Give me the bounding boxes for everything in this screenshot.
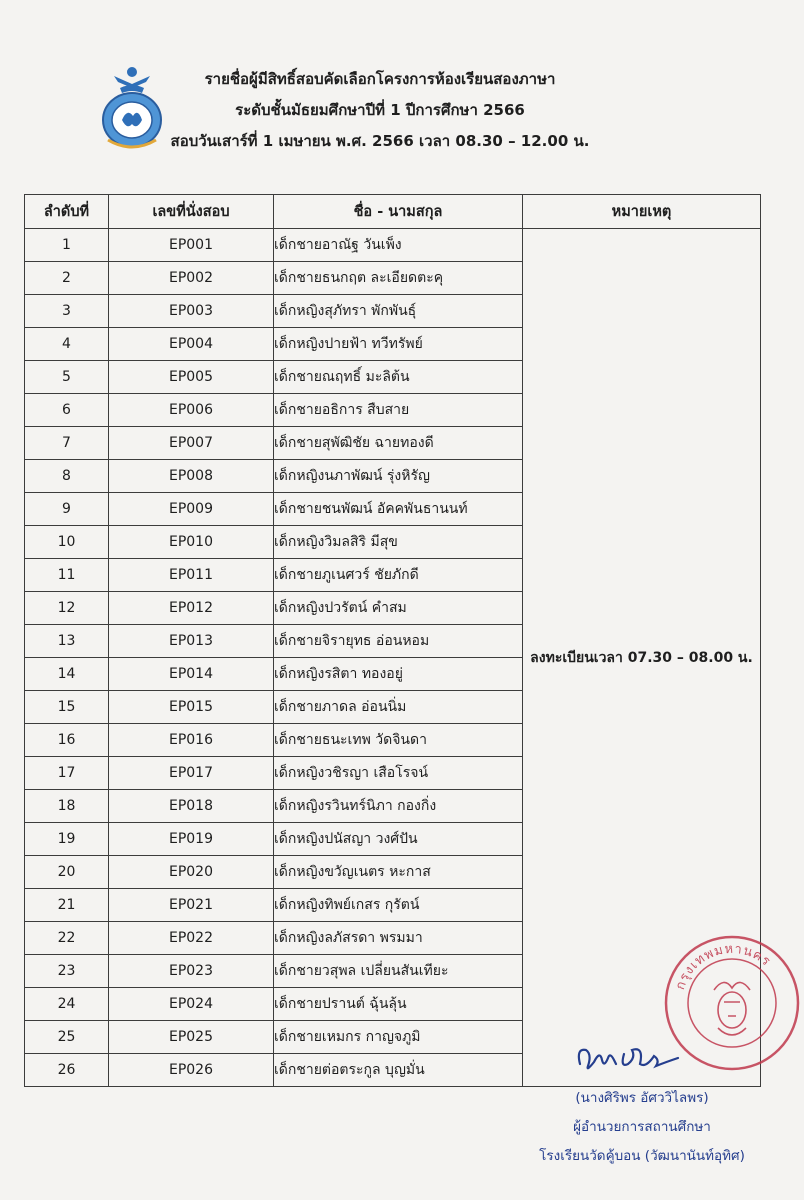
row-number: 19 — [25, 823, 109, 856]
row-number: 20 — [25, 856, 109, 889]
row-number: 2 — [25, 262, 109, 295]
seat-number: EP018 — [109, 790, 274, 823]
row-number: 1 — [25, 229, 109, 262]
seat-number: EP013 — [109, 625, 274, 658]
row-number: 9 — [25, 493, 109, 526]
header-level-year: ระดับชั้นมัธยมศึกษาปีที่ 1 ปีการศึกษา 2566 — [235, 101, 525, 119]
signature-mark — [574, 1038, 684, 1080]
student-name: เด็กชายวสุพล เปลี่ยนสันเทียะ — [274, 955, 523, 988]
student-name: เด็กชายอธิการ สืบสาย — [274, 394, 523, 427]
seat-number: EP024 — [109, 988, 274, 1021]
school-emblem-logo — [100, 62, 164, 152]
row-number: 24 — [25, 988, 109, 1021]
document-header — [160, 64, 600, 157]
table-row — [25, 229, 761, 262]
student-name: เด็กชายธนะเทพ วัดจินดา — [274, 724, 523, 757]
table-header-row — [25, 195, 761, 229]
student-name: เด็กชายชนพัฒน์ อัคคพันธานนท์ — [274, 493, 523, 526]
row-number: 12 — [25, 592, 109, 625]
signer-school: โรงเรียนวัดคู้บอน (วัฒนานันท์อุทิศ) — [539, 1148, 745, 1164]
student-name: เด็กหญิงปนัสญา วงศ์ปัน — [274, 823, 523, 856]
seat-number: EP012 — [109, 592, 274, 625]
col-header-name: ชื่อ - นามสกุล — [274, 195, 523, 229]
header-exam-date: สอบวันเสาร์ที่ 1 เมษายน พ.ศ. 2566 เวลา 08.30 – 12.00 น. — [170, 132, 590, 150]
seat-number: EP014 — [109, 658, 274, 691]
seat-number: EP021 — [109, 889, 274, 922]
student-name: เด็กชายสุพัฒิชัย ฉายทองดี — [274, 427, 523, 460]
row-number: 11 — [25, 559, 109, 592]
student-name: เด็กหญิงรวินทร์นิภา กองกิ่ง — [274, 790, 523, 823]
row-number: 15 — [25, 691, 109, 724]
student-name: เด็กชายปรานต์ ฉุ้นลุ้น — [274, 988, 523, 1021]
row-number: 21 — [25, 889, 109, 922]
seat-number: EP026 — [109, 1054, 274, 1087]
student-name: เด็กชายณฤทธิ์ มะลิต้น — [274, 361, 523, 394]
student-name: เด็กหญิงรสิตา ทองอยู่ — [274, 658, 523, 691]
row-number: 14 — [25, 658, 109, 691]
row-number: 26 — [25, 1054, 109, 1087]
svg-text:กรุงเทพมหานคร — [673, 942, 773, 992]
seat-number: EP019 — [109, 823, 274, 856]
student-name: เด็กหญิงปายฟ้า ทวีทรัพย์ — [274, 328, 523, 361]
student-name: เด็กหญิงวิมลสิริ มีสุข — [274, 526, 523, 559]
seat-number: EP001 — [109, 229, 274, 262]
row-number: 5 — [25, 361, 109, 394]
row-number: 13 — [25, 625, 109, 658]
row-number: 3 — [25, 295, 109, 328]
seat-number: EP011 — [109, 559, 274, 592]
seat-number: EP022 — [109, 922, 274, 955]
signer-name: (นางศิริพร อัศววิไลพร) — [575, 1090, 709, 1106]
seat-number: EP008 — [109, 460, 274, 493]
student-name: เด็กชายภูเนศวร์ ชัยภักดี — [274, 559, 523, 592]
seat-number: EP006 — [109, 394, 274, 427]
student-name: เด็กหญิงนภาพัฒน์ รุ่งหิรัญ — [274, 460, 523, 493]
seat-number: EP003 — [109, 295, 274, 328]
student-name: เด็กหญิงลภัสรดา พรมมา — [274, 922, 523, 955]
seat-number: EP020 — [109, 856, 274, 889]
col-header-order: ลำดับที่ — [25, 195, 109, 229]
seat-number: EP007 — [109, 427, 274, 460]
student-name: เด็กหญิงขวัญเนตร หะกาส — [274, 856, 523, 889]
seat-number: EP025 — [109, 1021, 274, 1054]
student-name: เด็กชายจิรายุทธ อ่อนหอม — [274, 625, 523, 658]
row-number: 18 — [25, 790, 109, 823]
row-number: 17 — [25, 757, 109, 790]
seat-number: EP005 — [109, 361, 274, 394]
row-number: 23 — [25, 955, 109, 988]
row-number: 25 — [25, 1021, 109, 1054]
row-number: 16 — [25, 724, 109, 757]
seat-number: EP010 — [109, 526, 274, 559]
student-name: เด็กหญิงสุภัทรา พักพันธุ์ — [274, 295, 523, 328]
seat-number: EP017 — [109, 757, 274, 790]
seat-number: EP004 — [109, 328, 274, 361]
signer-position: ผู้อำนวยการสถานศึกษา — [573, 1119, 711, 1135]
registration-time-remark: ลงทะเบียนเวลา 07.30 – 08.00 น. — [523, 229, 761, 1087]
row-number: 7 — [25, 427, 109, 460]
student-name: เด็กหญิงปวรัตน์ คำสม — [274, 592, 523, 625]
row-number: 4 — [25, 328, 109, 361]
student-name: เด็กหญิงวชิรญา เสือโรจน์ — [274, 757, 523, 790]
seal-lettering: กรุงเทพมหานคร — [672, 941, 774, 992]
row-number: 8 — [25, 460, 109, 493]
col-header-seat: เลขที่นั่งสอบ — [109, 195, 274, 229]
seat-number: EP009 — [109, 493, 274, 526]
candidate-table — [24, 194, 761, 1087]
header-title: รายชื่อผู้มีสิทธิ์สอบคัดเลือกโครงการห้องเรียนสองภาษา — [204, 70, 556, 88]
row-number: 10 — [25, 526, 109, 559]
row-number: 22 — [25, 922, 109, 955]
student-name: เด็กชายภาดล อ่อนนิ่ม — [274, 691, 523, 724]
student-name: เด็กชายธนกฤต ละเอียดตะคุ — [274, 262, 523, 295]
student-name: เด็กชายอาณัฐ วันเพ็ง — [274, 229, 523, 262]
seat-number: EP016 — [109, 724, 274, 757]
seat-number: EP015 — [109, 691, 274, 724]
student-name: เด็กชายต่อตระกูล บุญมั่น — [274, 1054, 523, 1087]
seat-number: EP002 — [109, 262, 274, 295]
row-number: 6 — [25, 394, 109, 427]
signer-block — [508, 1084, 776, 1171]
student-name: เด็กหญิงทิพย์เกสร กุรัตน์ — [274, 889, 523, 922]
seat-number: EP023 — [109, 955, 274, 988]
col-header-remark: หมายเหตุ — [523, 195, 761, 229]
student-name: เด็กชายเหมกร กาญจภูมิ — [274, 1021, 523, 1054]
